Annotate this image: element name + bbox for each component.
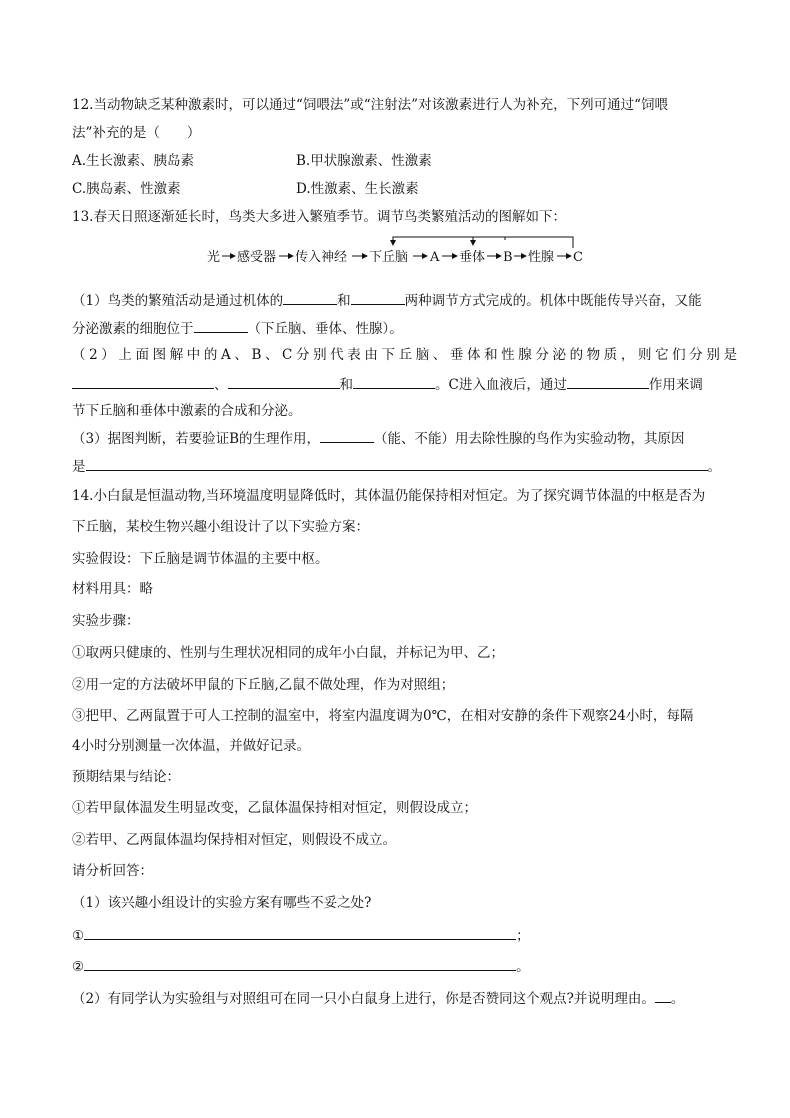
- q14-ans1-num: ①: [72, 928, 85, 944]
- q14-ans1-end: ；: [516, 928, 530, 944]
- diagram-node-a: A: [430, 250, 440, 265]
- diagram-node-c: C: [573, 250, 583, 265]
- q14-result-1: ①若甲鼠体温发生明显改变，乙鼠体温保持相对恒定，则假设成立；: [72, 800, 477, 816]
- q12-stem-line2: 法”补充的是（ ）: [72, 125, 201, 141]
- q14-answer-line-1: [72, 925, 530, 945]
- q14-step-3-line1: ③把甲、乙两鼠置于可人工控制的温室中，将室内温度调为0℃，在相对安静的条件下观察24小时，每隔: [72, 708, 694, 724]
- regulation-flow-diagram: [205, 234, 595, 274]
- q13-blank-5[interactable]: [228, 374, 340, 389]
- diagram-node-hypothalamus: 下丘脑: [369, 250, 409, 265]
- q14-blank-1[interactable]: [84, 925, 516, 940]
- q12-option-c: C.胰岛素、性激素: [72, 181, 181, 197]
- q13-blank-9[interactable]: [86, 456, 708, 471]
- q14-blank-3[interactable]: [655, 988, 671, 1003]
- q14-answer-line-2: [72, 956, 530, 976]
- q13-p2-text-d: 。C进入血液后，通过: [435, 377, 567, 393]
- q14-sub-question-1: （1）该兴趣小组设计的实验方案有哪些不妥之处?: [72, 895, 372, 911]
- q13-p2-text-c: 和: [339, 377, 353, 393]
- q14-result-2: ②若甲、乙两鼠体温均保持相对恒定，则假设不成立。: [72, 832, 396, 848]
- q13-p3-text-b: （能、不能）用去除性腺的鸟作为实验动物，其原因: [374, 431, 685, 447]
- q14-results-title: 预期结果与结论：: [72, 769, 180, 785]
- q14-stem-line2: 下丘脑，某校生物兴趣小组设计了以下实验方案：: [72, 519, 369, 535]
- q13-part2-line2: [72, 374, 703, 394]
- q13-part1-line2: [72, 318, 403, 338]
- q14-stem-line1: 14.小白鼠是恒温动物,当环境温度明显降低时，其体温仍能保持相对恒定。为了探究调节体温的中枢是否为: [72, 488, 706, 504]
- q14-step-2: ②用一定的方法破坏甲鼠的下丘脑,乙鼠不做处理，作为对照组；: [72, 677, 455, 693]
- diagram-node-gonad: 性腺: [528, 250, 555, 265]
- q13-intro: 13.春天日照逐渐延长时，鸟类大多进入繁殖季节。调节鸟类繁殖活动的图解如下：: [72, 209, 566, 225]
- q13-blank-2[interactable]: [351, 290, 405, 305]
- q14-step-1: ①取两只健康的、性别与生理状况相同的成年小白鼠，并标记为甲、乙；: [72, 645, 504, 661]
- q13-part3-line1: [72, 428, 685, 448]
- q12-option-a: A.生长激素、胰岛素: [72, 153, 195, 169]
- q13-p2-text-b: 、: [214, 377, 228, 393]
- q14-sub-question-2: [72, 988, 684, 1008]
- q13-part1-line1: [72, 290, 702, 310]
- diagram-feedback-to-hypothalamus: [393, 237, 573, 248]
- q14-blank-2[interactable]: [84, 956, 516, 971]
- q14-steps-title: 实验步骤：: [72, 613, 140, 629]
- diagram-node-b: B: [503, 250, 513, 265]
- q13-p3-text-a: （3）据图判断，若要验证B的生理作用，: [72, 431, 321, 447]
- q13-p1-text-d: 分泌激素的细胞位于: [72, 321, 194, 337]
- q13-p3-text-c: 是: [72, 459, 86, 475]
- q13-part2-line1: （2）上面图解中的A、B、C分别代表由下丘脑、垂体和性腺分泌的物质，则它们分别是: [72, 347, 741, 363]
- q14-ans2-end: 。: [516, 959, 530, 975]
- diagram-feedback-branch: [505, 237, 573, 248]
- q13-p1-text-c: 两种调节方式完成的。机体中既能传导兴奋，又能: [404, 293, 702, 309]
- q12-option-b: B.甲状腺激素、性激素: [296, 153, 432, 169]
- diagram-node-pituitary: 垂体: [459, 250, 486, 265]
- q13-part2-line3: 节下丘脑和垂体中激素的合成和分泌。: [72, 403, 302, 419]
- q13-blank-8[interactable]: [320, 428, 374, 443]
- q13-blank-4[interactable]: [72, 374, 214, 389]
- q14-hypothesis: 实验假设：下丘脑是调节体温的主要中枢。: [72, 551, 329, 567]
- q13-p2-text-e: 作用来调: [648, 377, 703, 393]
- q13-p1-text-e: （下丘脑、垂体、性腺）。: [247, 321, 403, 337]
- q14-analyze-prompt: 请分析回答：: [72, 863, 153, 879]
- q13-blank-6[interactable]: [353, 374, 435, 389]
- q12-option-d: D.性激素、生长激素: [296, 181, 419, 197]
- q12-stem-line1: 12.当动物缺乏某种激素时，可以通过“饲喂法”或“注射法”对该激素进行人为补充，下列可通过“饲喂: [72, 97, 668, 113]
- q13-p3-text-d: 。: [707, 459, 721, 475]
- q13-blank-3[interactable]: [194, 318, 248, 333]
- q14-sub2-text: （2）有同学认为实验组与对照组可在同一只小白鼠身上进行，你是否赞同这个观点?并说明理由。: [72, 991, 655, 1007]
- q14-step-3-line2: 4小时分别测量一次体温，并做好记录。: [72, 738, 311, 754]
- diagram-node-afferent-nerve: 传入神经: [295, 250, 348, 265]
- q14-ans2-num: ②: [72, 959, 85, 975]
- q13-part3-line2: [72, 456, 721, 476]
- diagram-node-light: 光: [207, 250, 221, 265]
- diagram-node-receptor: 感受器: [237, 250, 277, 265]
- q14-materials: 材料用具：略: [72, 581, 153, 597]
- q13-p1-text-a: （1）鸟类的繁殖活动是通过机体的: [72, 293, 284, 309]
- q13-p1-text-b: 和: [337, 293, 351, 309]
- q13-blank-7[interactable]: [567, 374, 649, 389]
- q14-sub2-end: 。: [670, 991, 685, 1007]
- q13-blank-1[interactable]: [283, 290, 337, 305]
